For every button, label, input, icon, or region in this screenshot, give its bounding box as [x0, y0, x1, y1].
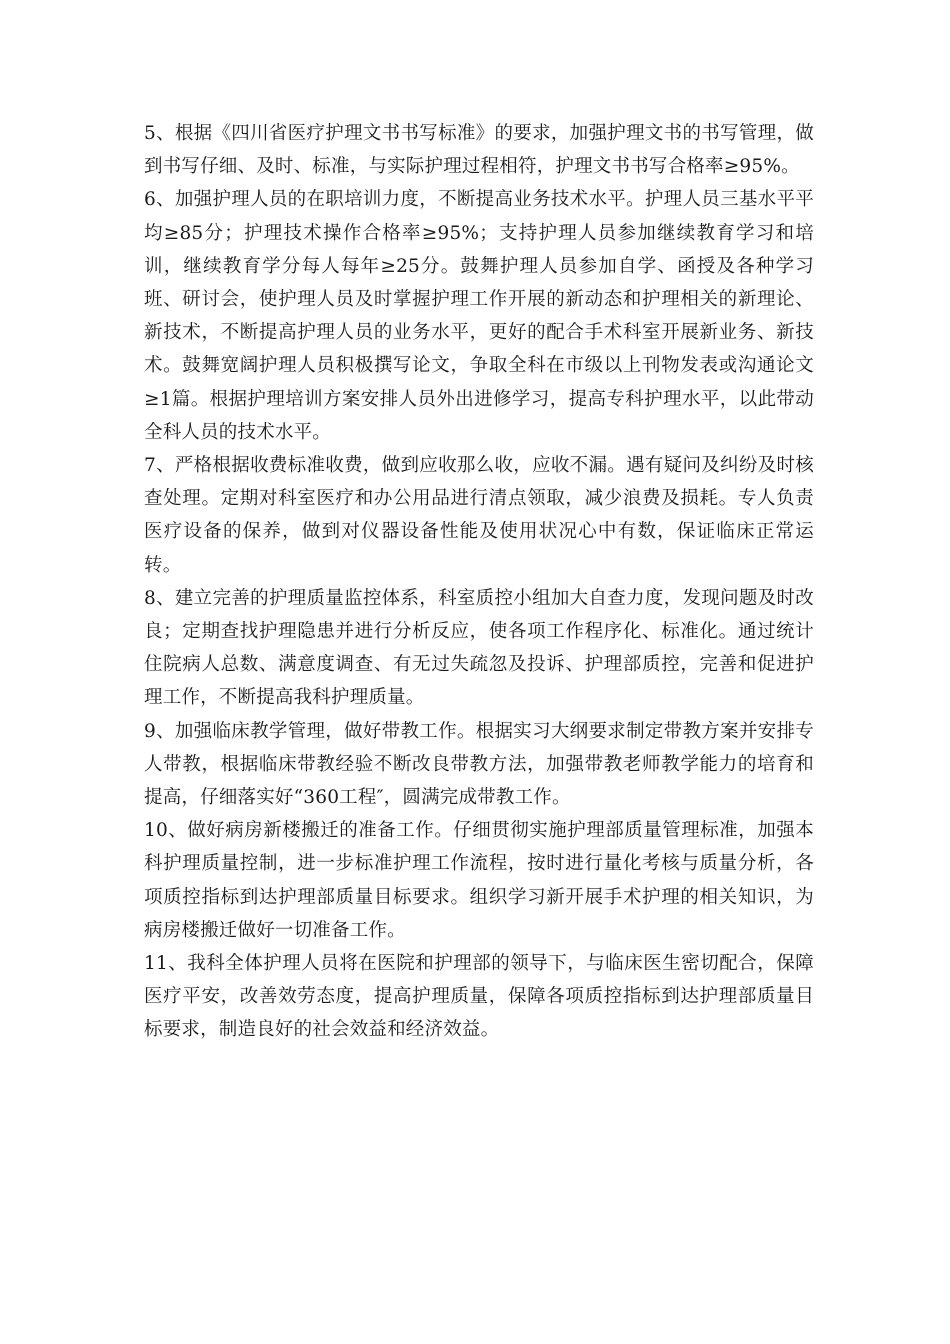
paragraph-item-5: 5、根据《四川省医疗护理文书书写标准》的要求，加强护理文书的书写管理，做到书写仔细、及时、标准，与实际护理过程相符，护理文书书写合格率≥95%。 — [144, 123, 814, 178]
paragraph-item-10: 10、做好病房新楼搬迁的准备工作。仔细贯彻实施护理部质量管理标准，加强本科护理质量控制，进一步标准护理工作流程，按时进行量化考核与质量分析，各项质控指标到达护理部质量目标要求。组织学习新开展手术护理的相关知识，为病房楼搬迁做好一切准备工作。 — [144, 820, 814, 941]
paragraph-item-8: 8、建立完善的护理质量监控体系，科室质控小组加大自查力度，发现问题及时改良；定期查找护理隐患并进行分析反应，使各项工作程序化、标准化。通过统计住院病人总数、满意度调查、有无过失疏忽及投诉、护理部质控，完善和促进护理工作，不断提高我科护理质量。 — [144, 587, 814, 709]
paragraph-item-9: 9、加强临床教学管理，做好带教工作。根据实习大纲要求制定带教方案并安排专人带教，根据临床带教经验不断改良带教方法，加强带教老师教学能力的培育和提高，仔细落实好“360工程″，圆满完成带教工作。 — [144, 720, 814, 809]
document-body — [144, 117, 814, 1047]
paragraph-item-7: 7、严格根据收费标准收费，做到应收那么收，应收不漏。遇有疑问及纠纷及时核查处理。定期对科室医疗和办公用品进行清点领取，减少浪费及损耗。专人负责医疗设备的保养，做到对仪器设备性能及使用状况心中有数，保证临床正常运转。 — [144, 455, 814, 576]
paragraph-item-11: 11、我科全体护理人员将在医院和护理部的领导下，与临床医生密切配合，保障医疗平安，改善效劳态度，提高护理质量，保障各项质控指标到达护理部质量目标要求，制造良好的社会效益和经济效益。 — [144, 953, 814, 1041]
paragraph-item-6: 6、加强护理人员的在职培训力度，不断提高业务技术水平。护理人员三基水平平均≥85分；护理技术操作合格率≥95%；支持护理人员参加继续教育学习和培训，继续教育学分每人每年≥25分。鼓舞护理人员参加自学、函授及各种学习班、研讨会，使护理人员及时掌握护理工作开展的新动态和护理相关的新理论、新技术，不断提高护理人员的业务水平，更好的配合手术科室开展新业务、新技术。鼓舞宽阔护理人员积极撰写论文，争取全科在市级以上刊物发表或沟通论文≥1篇。根据护理培训方案安排人员外出进修学习，提高专科护理水平，以此带动全科人员的技术水平。 — [144, 189, 814, 443]
